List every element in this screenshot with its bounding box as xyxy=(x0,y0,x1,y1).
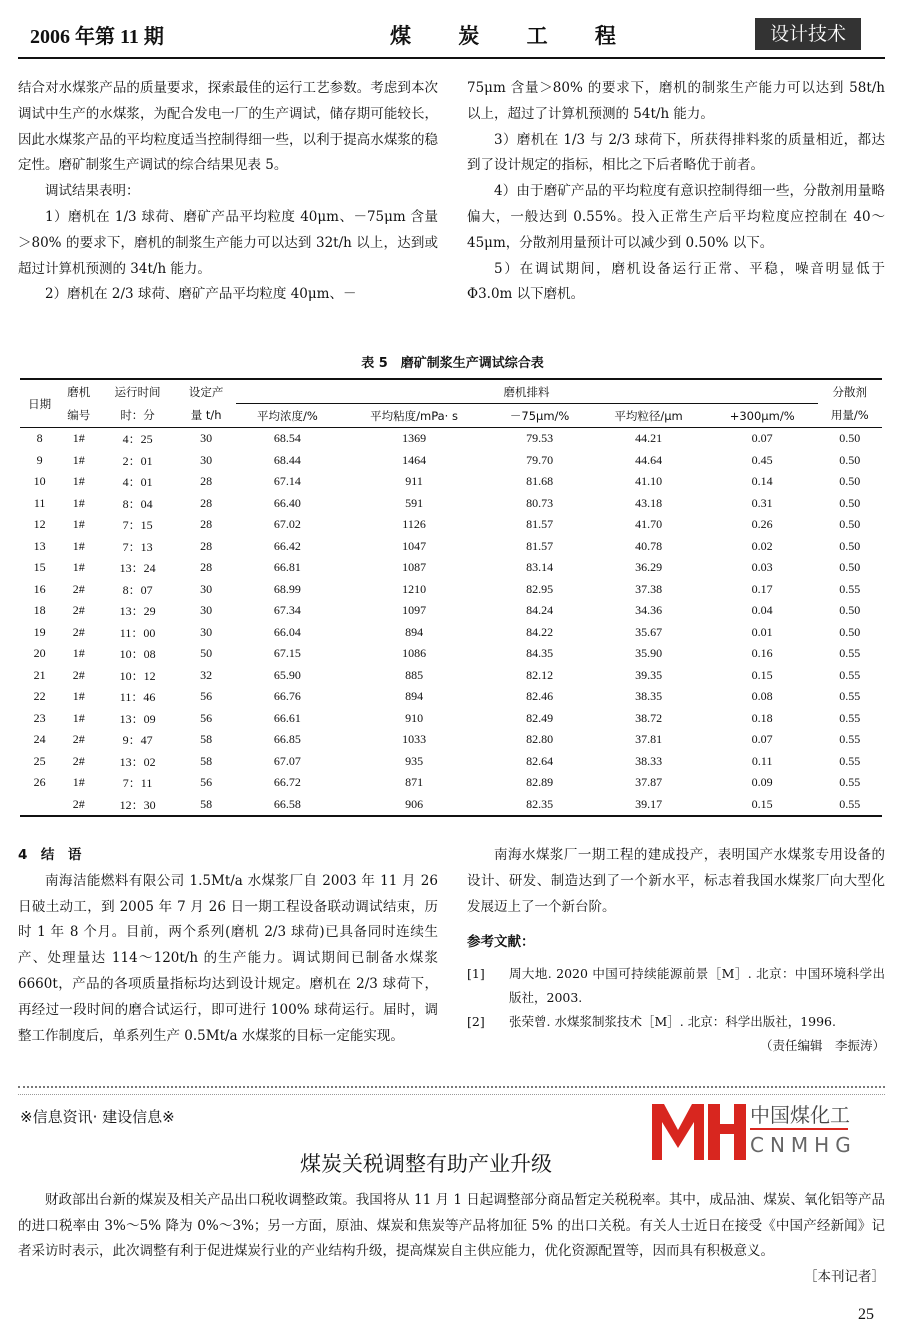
table-cell: 9 xyxy=(36,452,43,467)
table-cell: 0.55 xyxy=(839,689,861,704)
table-cell: 935 xyxy=(405,753,424,768)
table-cell: 1033 xyxy=(402,732,427,747)
table-row xyxy=(20,751,882,773)
table-cell: 2# xyxy=(72,581,85,596)
table-cell: 0.55 xyxy=(839,753,861,768)
table-cell: 56 xyxy=(200,775,213,790)
table-cell: 0.55 xyxy=(839,667,861,682)
table-cell: 66.81 xyxy=(273,560,301,575)
table-cell: 23 xyxy=(33,710,46,725)
table-cell: 0.50 xyxy=(839,452,861,467)
table-cell: 28 xyxy=(200,538,213,553)
table-row xyxy=(20,708,882,730)
col-conc: 平均浓度/% xyxy=(236,404,340,428)
table-cell: 2# xyxy=(72,624,85,639)
paragraph: 1）磨机在 1/3 球荷、磨矿产品平均粒度 40μm、－75μm 含量＞80% 的要求下，磨机的制浆生产能力可以达到 32t/h 以上，达到或超过计算机预测的 34t/h 能力。 xyxy=(18,208,438,277)
table-cell: 1047 xyxy=(402,538,427,553)
table-cell xyxy=(20,794,59,817)
table-cell: 911 xyxy=(405,474,423,489)
table-row xyxy=(20,557,882,579)
table-cell: 65.90 xyxy=(273,667,301,682)
table-cell: 7：15 xyxy=(122,518,153,533)
table-cell: 37.38 xyxy=(635,581,663,596)
table-cell: 38.35 xyxy=(635,689,663,704)
table-cell: 41.70 xyxy=(635,517,663,532)
table-cell: 2# xyxy=(72,753,85,768)
table-cell: 1# xyxy=(72,431,85,446)
col-p300: +300μm/% xyxy=(707,404,818,428)
table-cell: 2：01 xyxy=(122,453,153,468)
table-cell: 39.35 xyxy=(635,667,663,682)
table-cell: 81.57 xyxy=(526,517,554,532)
table-cell: 894 xyxy=(405,624,424,639)
table-cell: 0.09 xyxy=(751,775,773,790)
table-cell: 83.14 xyxy=(526,560,554,575)
col-mill-2: 编号 xyxy=(67,408,91,423)
table-cell: 0.50 xyxy=(839,603,861,618)
table-cell: 13：02 xyxy=(119,754,156,769)
col-rate: 设定产 xyxy=(188,384,224,399)
table-cell: 58 xyxy=(200,796,213,811)
table-cell: 0.04 xyxy=(751,603,773,618)
table-cell: 35.90 xyxy=(635,646,663,661)
table-cell: 0.07 xyxy=(751,732,773,747)
table-cell: 28 xyxy=(200,474,213,489)
col-dispersant: 分散剂 xyxy=(832,384,867,399)
table-cell: 885 xyxy=(405,667,424,682)
table-cell: 30 xyxy=(200,452,213,467)
table-cell: 67.07 xyxy=(273,753,301,768)
table-cell: 36.29 xyxy=(635,560,663,575)
table-cell: 30 xyxy=(200,581,213,596)
table-cell: 82.35 xyxy=(526,796,554,811)
table-cell: 0.55 xyxy=(839,646,861,661)
table-cell: 28 xyxy=(200,560,213,575)
table-cell: 56 xyxy=(200,710,213,725)
table-cell: 0.07 xyxy=(751,431,773,446)
paragraph: 2）磨机在 2/3 球荷、磨矿产品平均粒度 40μm、－ xyxy=(45,286,357,303)
col-date: 日期 xyxy=(28,396,52,411)
table-cell: 38.33 xyxy=(635,753,663,768)
paragraph: 调试结果表明： xyxy=(45,183,140,200)
table-cell: 1# xyxy=(72,689,85,704)
table-cell: 12：30 xyxy=(119,797,156,812)
table-cell: 66.04 xyxy=(273,624,301,639)
table-row xyxy=(20,536,882,558)
table-cell: 0.11 xyxy=(751,753,773,768)
table-cell: 66.72 xyxy=(273,775,301,790)
table-cell: 20 xyxy=(33,646,46,661)
table-cell: 68.44 xyxy=(273,452,301,467)
table-cell: 0.50 xyxy=(839,495,861,510)
table-cell: 0.01 xyxy=(751,624,773,639)
table-cell: 8：04 xyxy=(122,496,153,511)
table-cell: 68.99 xyxy=(273,581,301,596)
table-row xyxy=(20,772,882,794)
table-cell: 8：07 xyxy=(122,582,153,597)
table-row xyxy=(20,450,882,472)
table-cell: 32 xyxy=(200,667,213,682)
table-cell: 40.78 xyxy=(635,538,663,553)
table-cell: 1086 xyxy=(402,646,427,661)
table-cell: 0.02 xyxy=(751,538,773,553)
table-cell: 0.26 xyxy=(751,517,773,532)
table-cell: 871 xyxy=(405,775,424,790)
page-number: 25 xyxy=(858,1306,874,1323)
table-cell: 0.50 xyxy=(839,474,861,489)
table-cell: 82.95 xyxy=(526,581,554,596)
table-cell: 11：00 xyxy=(119,625,156,640)
col-time: 运行时间 xyxy=(114,384,161,399)
paragraph: 结合对水煤浆产品的质量要求，探索最佳的运行工艺参数。考虑到本次调试中生产的水煤浆，为配合发电一厂的生产调试，储存期可能较长，因此水煤浆产品的平均粒度适当控制得细一些，以利于提高水煤浆的稳定性。磨矿制浆生产调试的综合结果见表 5。 xyxy=(18,80,438,174)
table-cell: 66.40 xyxy=(273,495,301,510)
col-time-2: 时：分 xyxy=(120,408,155,423)
table-cell: 0.45 xyxy=(751,452,773,467)
watermark-logo xyxy=(650,1100,850,1160)
col-mill: 磨机 xyxy=(67,384,91,399)
table-cell: 44.21 xyxy=(635,431,663,446)
table-cell: 9：47 xyxy=(122,733,153,748)
table-cell: 67.34 xyxy=(273,603,301,618)
left-column xyxy=(18,76,438,308)
table-cell: 30 xyxy=(200,603,213,618)
table-cell: 16 xyxy=(33,581,46,596)
table-cell: 10：08 xyxy=(119,647,156,662)
paragraph: 4）由于磨矿产品的平均粒度有意识控制得细一些，分散剂用量略偏大，一般达到 0.55%。投入正常生产后平均粒度应控制在 40～45μm，分散剂用量预计可以减少到 0.50% 以下。 xyxy=(467,183,885,251)
journal-title: 煤 炭 工 程 xyxy=(390,24,636,48)
col-m75: －75μm/% xyxy=(489,404,590,428)
table-cell: 26 xyxy=(33,775,46,790)
table-cell: 1# xyxy=(72,646,85,661)
table-cell: 84.35 xyxy=(526,646,554,661)
table-cell: 66.58 xyxy=(273,796,301,811)
table-cell: 21 xyxy=(33,667,46,682)
editor-note: （责任编辑 李振涛） xyxy=(759,1038,885,1054)
table-row xyxy=(20,729,882,751)
table-cell: 66.85 xyxy=(273,732,301,747)
table-row xyxy=(20,622,882,644)
watermark-en: CNMHG xyxy=(750,1133,850,1157)
table-cell: 2# xyxy=(72,603,85,618)
col-size: 平均粒径/μm xyxy=(590,404,707,428)
table-row xyxy=(20,665,882,687)
table-row xyxy=(20,514,882,536)
table-cell: 82.80 xyxy=(526,732,554,747)
table-cell: 7：13 xyxy=(122,539,153,554)
table-cell: 2# xyxy=(72,667,85,682)
section-badge: 设计技术 xyxy=(755,18,861,50)
table-cell: 82.46 xyxy=(526,689,554,704)
table-cell: 37.81 xyxy=(635,732,663,747)
table-cell: 22 xyxy=(33,689,46,704)
table-cell: 1# xyxy=(72,538,85,553)
table-cell: 68.54 xyxy=(273,431,301,446)
table-cell: 66.42 xyxy=(273,538,301,553)
table-cell: 1464 xyxy=(402,452,427,467)
table-cell: 82.89 xyxy=(526,775,554,790)
table-cell: 0.08 xyxy=(751,689,773,704)
table-cell: 11 xyxy=(33,495,46,510)
table-cell: 0.55 xyxy=(839,796,861,811)
table-cell: 66.61 xyxy=(273,710,301,725)
table-cell: 67.14 xyxy=(273,474,301,489)
table-cell: 19 xyxy=(33,624,46,639)
right-column xyxy=(467,76,885,308)
section-divider xyxy=(18,1086,885,1095)
table-cell: 7：11 xyxy=(122,776,153,791)
header-rule xyxy=(18,57,885,59)
table-cell: 13：09 xyxy=(119,711,156,726)
table-cell: 80.73 xyxy=(526,495,554,510)
table-cell: 1# xyxy=(72,775,85,790)
table-cell: 58 xyxy=(200,732,213,747)
table-cell: 1# xyxy=(72,474,85,489)
paragraph: 财政部出台新的煤炭及相关产品出口税收调整政策。我国将从 11 月 1 日起调整部分商品暂定关税税率。其中，成品油、煤炭、氧化铝等产品的进口税率由 3%～5% 降为 0%～3%；另一方面，原油、煤炭和焦炭等产品将加征 5% 的出口关税。有关人士近日在接受《中国产经新闻》记者采访时表示，此次调整有利于促进煤炭行业的产业结构升级，提高煤炭自主供应能力，优化资源配置等，因而具有积极意义。 xyxy=(18,1192,885,1259)
table-cell: 66.76 xyxy=(273,689,301,704)
table-row xyxy=(20,600,882,622)
table-cell: 0.17 xyxy=(751,581,773,596)
table-cell: 82.64 xyxy=(526,753,554,768)
table-cell: 50 xyxy=(200,646,213,661)
table-cell: 910 xyxy=(405,710,424,725)
table-cell: 0.50 xyxy=(839,538,861,553)
table-cell: 591 xyxy=(405,495,424,510)
table-cell: 0.31 xyxy=(751,495,773,510)
table-row xyxy=(20,794,882,817)
table-cell: 0.15 xyxy=(751,796,773,811)
table-cell: 38.72 xyxy=(635,710,663,725)
table-cell: 894 xyxy=(405,689,424,704)
paragraph: 南海水煤浆厂一期工程的建成投产，表明国产水煤浆专用设备的设计、研发、制造达到了一个新水平，标志着我国水煤浆厂向大型化发展迈上了一个新台阶。 xyxy=(467,847,885,915)
paragraph: 75μm 含量＞80% 的要求下，磨机的制浆生产能力可以达到 58t/h 以上，超过了计算机预测的 54t/h 能力。 xyxy=(467,80,885,122)
table-cell: 0.55 xyxy=(839,775,861,790)
table-cell: 82.49 xyxy=(526,710,554,725)
table-body xyxy=(20,428,882,817)
table-cell: 84.22 xyxy=(526,624,554,639)
table-cell: 11：46 xyxy=(119,690,156,705)
table-cell: 35.67 xyxy=(635,624,663,639)
table-cell: 906 xyxy=(405,796,424,811)
table-cell: 67.02 xyxy=(273,517,301,532)
table-cell: 13：29 xyxy=(119,604,156,619)
news-byline: ［本刊记者］ xyxy=(804,1268,885,1285)
table-cell: 30 xyxy=(200,431,213,446)
table-cell: 82.12 xyxy=(526,667,554,682)
section-heading: 4 结 语 xyxy=(18,847,82,863)
table-row xyxy=(20,428,882,450)
table-cell: 1# xyxy=(72,452,85,467)
table-cell: 1# xyxy=(72,560,85,575)
reference-number: [2] xyxy=(467,1014,485,1030)
reference-item xyxy=(467,1010,885,1034)
watermark-cn: 中国煤化工 xyxy=(750,1103,850,1127)
table-cell: 0.55 xyxy=(839,710,861,725)
table-cell: 79.53 xyxy=(526,431,554,446)
table-cell: 13 xyxy=(33,538,46,553)
table-cell: 67.15 xyxy=(273,646,301,661)
paragraph: 5）在调试期间，磨机设备运行正常、平稳，噪音明显低于 Φ3.0m 以下磨机。 xyxy=(467,260,885,303)
table-cell: 84.24 xyxy=(526,603,554,618)
table-cell: 39.17 xyxy=(635,796,663,811)
table-cell: 0.14 xyxy=(751,474,773,489)
table-cell: 1# xyxy=(72,517,85,532)
table-row xyxy=(20,579,882,601)
references-heading: 参考文献： xyxy=(467,934,535,951)
table-cell: 2# xyxy=(72,796,85,811)
reference-text: 周大地. 2020 中国可持续能源前景［M］. 北京：中国环境科学出版社，2003. xyxy=(509,966,885,1006)
table-cell: 37.87 xyxy=(635,775,663,790)
table-cell: 1126 xyxy=(402,517,426,532)
table-cell: 4：25 xyxy=(122,432,153,447)
table-cell: 1# xyxy=(72,495,85,510)
reference-number: [1] xyxy=(467,966,485,982)
table-row xyxy=(20,643,882,665)
table-cell: 0.18 xyxy=(751,710,773,725)
table-cell: 30 xyxy=(200,624,213,639)
col-visc: 平均粘度/mPa· s xyxy=(339,404,489,428)
table-row xyxy=(20,471,882,493)
table-cell: 1# xyxy=(72,710,85,725)
col-dispersant-2: 用量/% xyxy=(830,408,869,423)
table-cell: 8 xyxy=(36,431,43,446)
table-cell: 0.50 xyxy=(839,431,861,446)
table-cell: 10：12 xyxy=(119,668,156,683)
table-cell: 25 xyxy=(33,753,46,768)
reference-text: 张荣曾. 水煤浆制浆技术［M］. 北京：科学出版社，1996. xyxy=(509,1014,836,1030)
table-row xyxy=(20,686,882,708)
table-cell: 0.55 xyxy=(839,732,861,747)
table-cell: 56 xyxy=(200,689,213,704)
table-cell: 43.18 xyxy=(635,495,663,510)
table-cell: 0.15 xyxy=(751,667,773,682)
table-cell: 24 xyxy=(33,732,46,747)
table-cell: 1087 xyxy=(402,560,427,575)
table-cell: 12 xyxy=(33,517,46,532)
paragraph: 3）磨机在 1/3 与 2/3 球荷下，所获得排料浆的质量相近，都达到了设计规定的指标，相比之下后者略优于前者。 xyxy=(467,131,885,174)
table-cell: 79.70 xyxy=(526,452,554,467)
table-cell: 1210 xyxy=(402,581,427,596)
table-cell: 18 xyxy=(33,603,46,618)
col-discharge: 磨机排料 xyxy=(503,384,550,399)
conclusion-column xyxy=(18,843,438,1049)
table-cell: 0.03 xyxy=(751,560,773,575)
news-title: 煤炭关税调整有助产业升级 xyxy=(300,1152,552,1176)
issue-label: 2006 年第 11 期 xyxy=(30,26,164,48)
table-row xyxy=(20,493,882,515)
table-cell: 81.57 xyxy=(526,538,554,553)
table-cell: 44.64 xyxy=(635,452,663,467)
table-cell: 2# xyxy=(72,732,85,747)
paragraph: 南海洁能燃料有限公司 1.5Mt/a 水煤浆厂自 2003 年 11 月 26 日破土动工，到 2005 年 7 月 26 日一期工程设备联动调试结束，历时 1 年 8 个月。目前，两个系列(磨机 2/3 球荷)已具备同时连续生产、处理量达 114～120t/h 的生产能力。调试期间已制备水煤浆 6660t，产品的各项质量指标均达到设计规定。磨机在 2/3 球荷下，再经过一段时间的磨合试运行，即可进行 100% 球荷运行。届时，调整工作制度后，单系列生产 0.5Mt/a 水煤浆的目标一定能实现。 xyxy=(18,872,438,1044)
table-cell: 0.50 xyxy=(839,624,861,639)
table-cell: 34.36 xyxy=(635,603,663,618)
table-cell: 1097 xyxy=(402,603,427,618)
table-cell: 0.16 xyxy=(751,646,773,661)
table-cell: 58 xyxy=(200,753,213,768)
table-cell: 15 xyxy=(33,560,46,575)
table-cell: 0.50 xyxy=(839,560,861,575)
table-cell: 41.10 xyxy=(635,474,663,489)
conclusion-right xyxy=(467,843,885,1058)
table-cell: 28 xyxy=(200,495,213,510)
table-cell: 81.68 xyxy=(526,474,554,489)
table-cell: 13：24 xyxy=(119,561,156,576)
news-label: ※信息资讯· 建设信息※ xyxy=(20,1108,175,1126)
col-rate-2: 量 t/h xyxy=(190,408,222,423)
table-cell: 0.55 xyxy=(839,581,861,596)
reference-item xyxy=(467,962,885,1010)
table-cell: 10 xyxy=(33,474,46,489)
table-cell: 0.50 xyxy=(839,517,861,532)
table-cell: 4：01 xyxy=(122,475,153,490)
table-caption: 表 5 磨矿制浆生产调试综合表 xyxy=(361,356,544,371)
results-table xyxy=(20,378,882,817)
news-body xyxy=(18,1188,885,1290)
table-cell: 1369 xyxy=(402,431,427,446)
table-cell: 28 xyxy=(200,517,213,532)
